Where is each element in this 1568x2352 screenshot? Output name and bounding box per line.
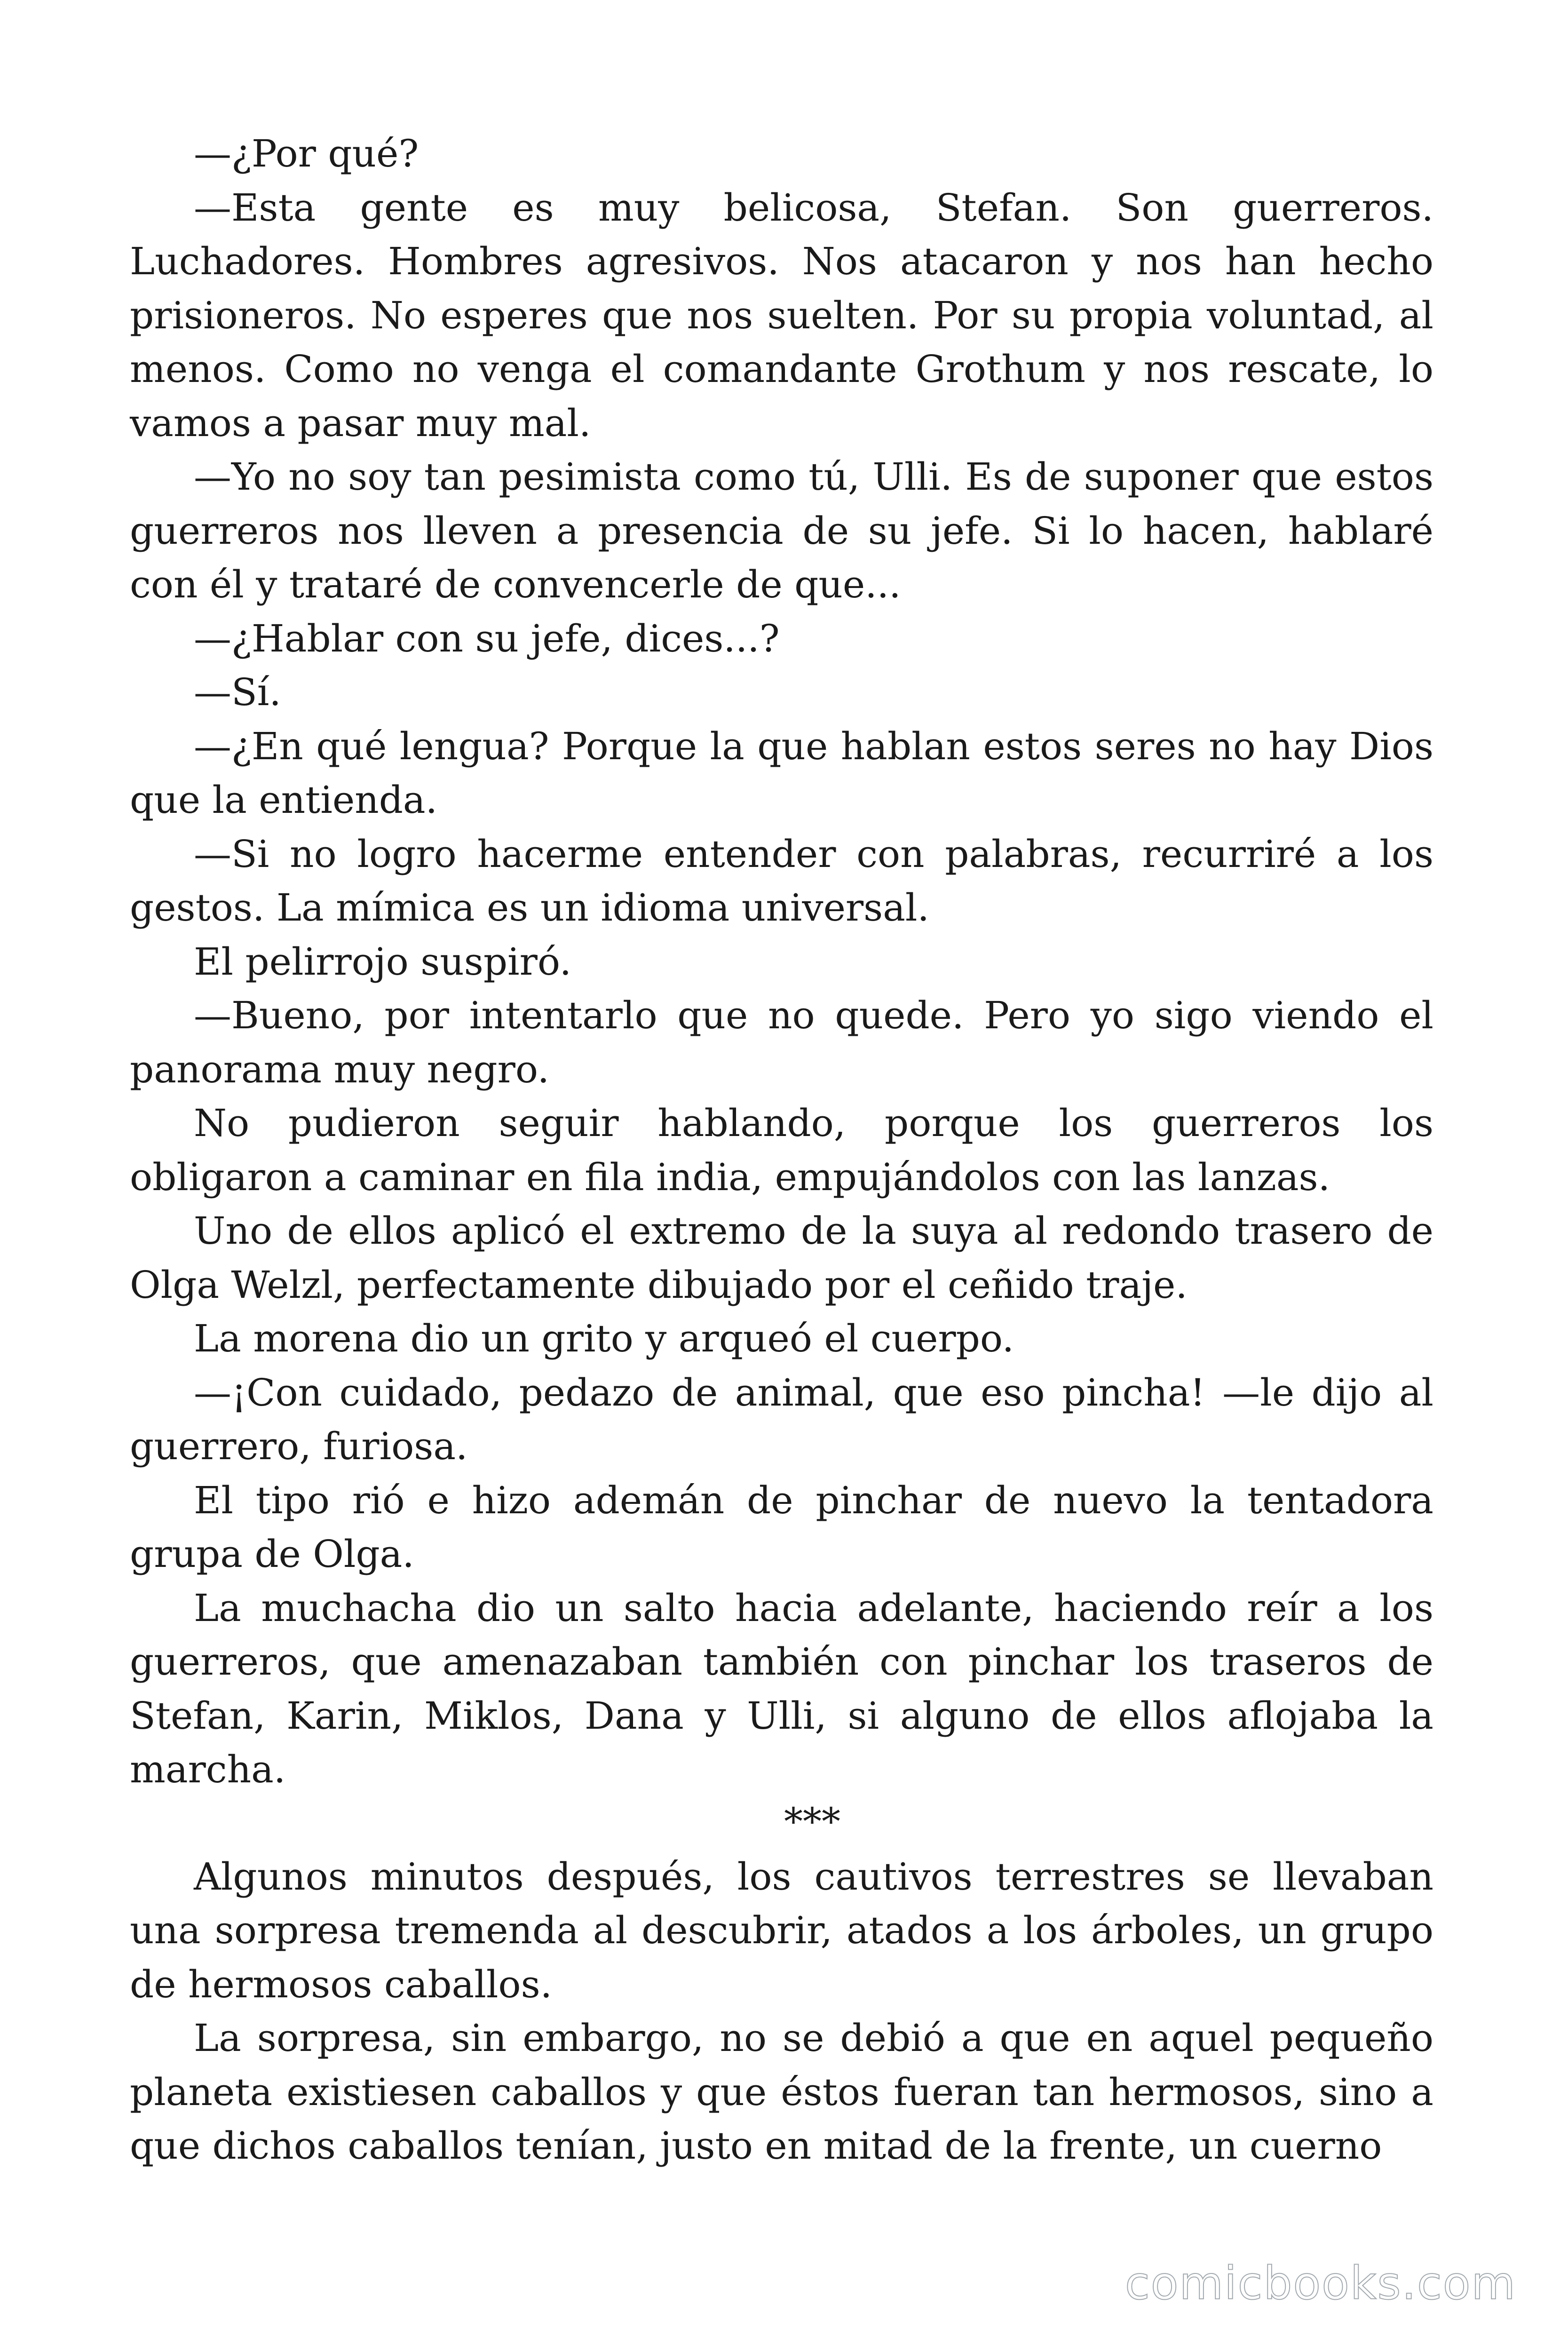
paragraph: —¿Hablar con su jefe, dices...? (194, 616, 780, 660)
paragraph: La sorpresa, sin embargo, no se debió a que en aquel pequeño planeta existiesen caballos y que éstos fueran tan hermosos, sino a que dichos caballos tenían, justo en mitad de la frente, un cuerno (130, 2016, 1433, 2168)
paragraph: La morena dio un grito y arqueó el cuerpo. (194, 1317, 1014, 1360)
watermark: comicbooks.com (1125, 2257, 1516, 2310)
paragraph: El pelirrojo suspiró. (194, 939, 572, 984)
paragraph: —¿Por qué? (194, 132, 419, 175)
paragraph: —Bueno, por intentarlo que no quede. Pero yo sigo viendo el panorama muy negro. (130, 993, 1433, 1091)
paragraph: El tipo rió e hizo ademán de pinchar de nuevo la tentadora grupa de Olga. (130, 1478, 1433, 1576)
paragraph: —¡Con cuidado, pedazo de animal, que eso pincha! —le dijo al guerrero, furiosa. (130, 1370, 1433, 1468)
book-page-body (130, 127, 1433, 2173)
paragraph: Algunos minutos después, los cautivos terrestres se llevaban una sorpresa tremenda al descubrir, atados a los árboles, un grupo de hermosos caballos. (130, 1854, 1433, 2006)
paragraph: —Yo no soy tan pesimista como tú, Ulli. Es de suponer que estos guerreros nos lleven a presencia de su jefe. Si lo hacen, hablaré con él y trataré de convencerle de que... (130, 455, 1433, 606)
paragraph: —¿En qué lengua? Porque la que hablan estos seres no hay Dios que la entienda. (130, 724, 1433, 822)
paragraph: —Si no logro hacerme entender con palabras, recurriré a los gestos. La mímica es un idioma universal. (130, 832, 1433, 930)
paragraph: No pudieron seguir hablando, porque los guerreros los obligaron a caminar en fila india, empujándolos con las lanzas. (130, 1101, 1433, 1199)
paragraph: Uno de ellos aplicó el extremo de la suya al redondo trasero de Olga Welzl, perfectamente dibujado por el ceñido traje. (130, 1209, 1433, 1307)
paragraph: —Sí. (194, 670, 281, 714)
paragraph: La muchacha dio un salto hacia adelante, haciendo reír a los guerreros, que amenazaban también con pinchar los traseros de Stefan, Karin, Miklos, Dana y Ulli, si alguno de ellos aflojaba la marcha. (130, 1586, 1433, 1791)
paragraph: —Esta gente es muy belicosa, Stefan. Son guerreros. Luchadores. Hombres agresivos. Nos atacaron y nos han hecho prisioneros. No esperes que nos suelten. Por su propia voluntad, al menos. Como no venga el comandante Grothum y nos rescate, lo vamos a pasar muy mal. (130, 185, 1433, 445)
scene-separator: *** (784, 1799, 840, 1843)
